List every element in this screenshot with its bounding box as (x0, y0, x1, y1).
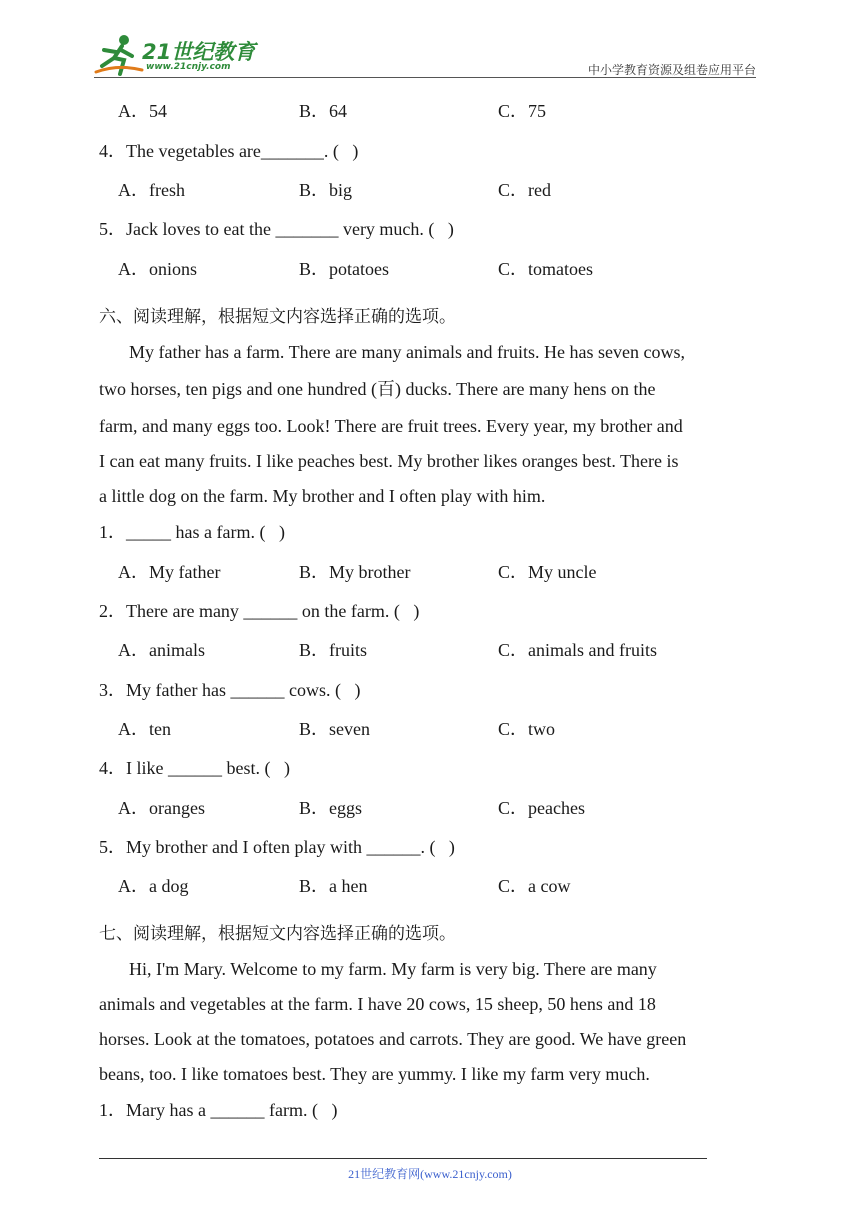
question-text: 2．There are many ______ on the farm. ( ) (99, 601, 420, 621)
question-text: 1．_____ has a farm. ( ) (99, 522, 285, 542)
s6-q3-option-a: A．ten (118, 719, 171, 739)
s6-q3-option-c: C．two (498, 719, 556, 739)
q4-option-b: B．big (299, 180, 353, 200)
q3-option-b: B．64 (299, 101, 348, 121)
q3-option-a: A．54 (118, 101, 167, 121)
s6-q2-option-a: A．animals (118, 640, 205, 660)
section6-passage-line: My father has a farm. There are many animals and fruits. He has seven cows, (129, 342, 685, 362)
question-text: 5．Jack loves to eat the _______ very much. ( ) (99, 219, 454, 239)
q5-option-c: C．tomatoes (498, 259, 593, 279)
s6-q2-option-b: B．fruits (299, 640, 368, 660)
header-platform-text: 中小学教育资源及组卷应用平台 (587, 63, 756, 77)
s6-q1-option-a: A．My father (118, 562, 221, 582)
question-text: 3．My father has ______ cows. ( ) (99, 680, 361, 700)
question-text: 1．Mary has a ______ farm. ( ) (99, 1100, 338, 1120)
section7-passage-line: horses. Look at the tomatoes, potatoes and carrots. They are good. We have green (99, 1029, 687, 1049)
footer-text: 21世纪教育网(www.21cnjy.com) (348, 1167, 512, 1181)
question-text: 4．I like ______ best. ( ) (99, 758, 290, 778)
s6-q3-option-b: B．seven (299, 719, 370, 739)
s6-q5-option-c: C．a cow (498, 876, 571, 896)
q4-option-a: A．fresh (118, 180, 185, 200)
section6-passage-line: two horses, ten pigs and one hundred (百) ducks. There are many hens on the (99, 379, 656, 399)
section7-passage-line: Hi, I'm Mary. Welcome to my farm. My farm is very big. There are many (129, 959, 657, 979)
q3-option-c: C．75 (498, 101, 547, 121)
section6-passage-line: farm, and many eggs too. Look! There are fruit trees. Every year, my brother and (99, 416, 683, 436)
section7-heading: 七、阅读理解，根据短文内容选择正确的选项。 (99, 924, 456, 944)
s6-q4-option-c: C．peaches (498, 798, 585, 818)
question-text: 4．The vegetables are_______. ( ) (99, 141, 359, 161)
section7-passage-line: animals and vegetables at the farm. I have 20 cows, 15 sheep, 50 hens and 18 (99, 994, 656, 1014)
runner-logo-icon (94, 34, 144, 78)
s6-q2-option-c: C．animals and fruits (498, 640, 657, 660)
s6-q5-option-a: A．a dog (118, 876, 189, 896)
section6-heading: 六、阅读理解，根据短文内容选择正确的选项。 (99, 307, 456, 327)
question-text: 5．My brother and I often play with ______. ( ) (99, 837, 455, 857)
section6-passage-line: a little dog on the farm. My brother and I often play with him. (99, 486, 546, 506)
section7-passage-line: beans, too. I like tomatoes best. They are yummy. I like my farm very much. (99, 1064, 650, 1084)
q5-option-b: B．potatoes (299, 259, 389, 279)
section6-passage-line: I can eat many fruits. I like peaches best. My brother likes oranges best. There is (99, 451, 679, 471)
footer-divider (99, 1158, 707, 1159)
s6-q4-option-b: B．eggs (299, 798, 362, 818)
logo-sub-text: www.21cnjy.com (146, 62, 231, 72)
header-divider (94, 77, 756, 78)
s6-q5-option-b: B．a hen (299, 876, 368, 896)
page-header (0, 0, 860, 80)
s6-q4-option-a: A．oranges (118, 798, 205, 818)
q4-option-c: C．red (498, 180, 551, 200)
logo-main-text: 21世纪教育 (142, 40, 256, 64)
s6-q1-option-b: B．My brother (299, 562, 411, 582)
site-logo (94, 34, 259, 78)
q5-option-a: A．onions (118, 259, 198, 279)
s6-q1-option-c: C．My uncle (498, 562, 597, 582)
